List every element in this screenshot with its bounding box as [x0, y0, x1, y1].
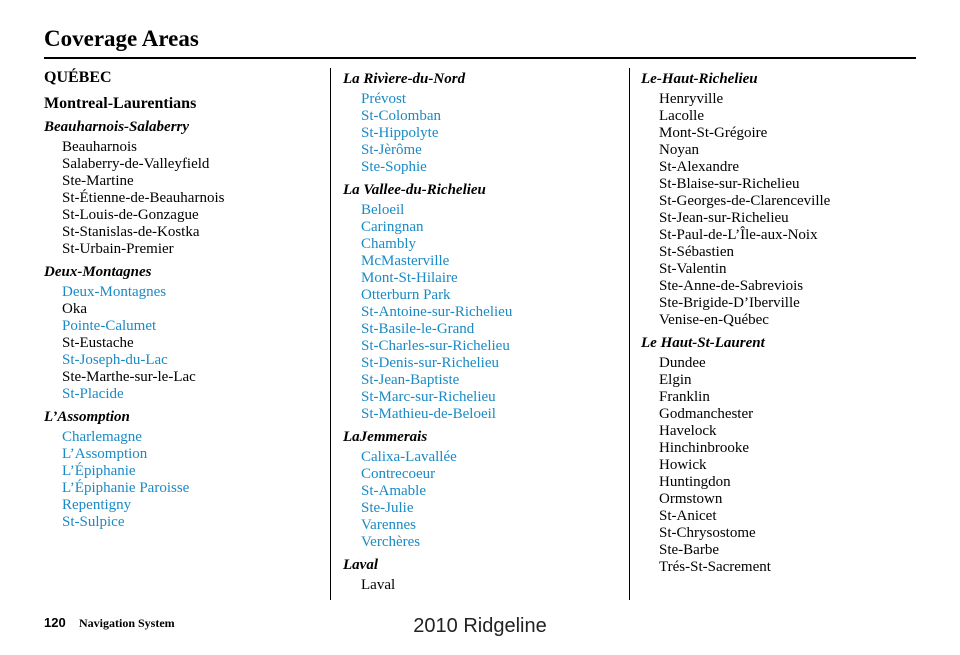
city-link[interactable]: St-Colomban — [361, 108, 442, 124]
city-link[interactable]: St-Sulpice — [62, 514, 125, 530]
city-link[interactable]: Repentigny — [62, 497, 132, 513]
area-group — [343, 556, 623, 594]
city-item: Trés-St-Sacrement — [659, 559, 771, 575]
city-link[interactable]: St-Joseph-du-Lac — [62, 352, 168, 368]
area-heading: LaJemmerais — [343, 429, 428, 445]
province-heading: QUÉBEC — [44, 69, 112, 86]
column-1 — [44, 68, 324, 536]
city-item: St-Louis-de-Gonzague — [62, 207, 199, 223]
area-group — [343, 70, 623, 176]
city-link[interactable]: St-Charles-sur-Richelieu — [361, 338, 510, 354]
city-item: Ste-Anne-de-Sabreviois — [659, 278, 804, 294]
city-link[interactable]: L’Assomption — [62, 446, 148, 462]
city-item: Ste-Marthe-sur-le-Lac — [62, 369, 196, 385]
city-link[interactable]: Chambly — [361, 236, 416, 252]
area-heading: Le-Haut-Richelieu — [641, 71, 758, 87]
city-link[interactable]: Beloeil — [361, 202, 405, 218]
area-list — [343, 70, 623, 594]
city-item: St-Valentin — [659, 261, 727, 277]
page-number: 120 — [44, 615, 66, 630]
city-link[interactable]: St-Hippolyte — [361, 125, 439, 141]
column-divider — [330, 68, 331, 600]
title-divider — [44, 57, 916, 59]
area-heading: Laval — [343, 557, 378, 573]
area-heading: La Rivìere-du-Nord — [343, 71, 466, 87]
city-link[interactable]: Calixa-Lavallée — [361, 449, 457, 465]
city-item: St-Eustache — [62, 335, 134, 351]
area-list — [44, 118, 324, 531]
area-group — [44, 118, 324, 258]
area-heading: La Vallee-du-Richelieu — [343, 182, 486, 198]
city-link[interactable]: Charlemagne — [62, 429, 142, 445]
area-group — [343, 181, 623, 423]
city-item: Venise-en-Québec — [659, 312, 769, 328]
city-item: Dundee — [659, 355, 706, 371]
area-list — [641, 70, 921, 576]
area-heading: L’Assomption — [44, 409, 130, 425]
footer-label: Navigation System — [79, 616, 175, 630]
city-item: Salaberry-de-Valleyfield — [62, 156, 210, 172]
city-item: Ormstown — [659, 491, 723, 507]
city-item: Franklin — [659, 389, 710, 405]
city-item: Huntingdon — [659, 474, 731, 490]
area-heading: Deux-Montagnes — [44, 264, 152, 280]
city-link[interactable]: St-Jean-Baptiste — [361, 372, 460, 388]
city-item: St-Urbain-Premier — [62, 241, 174, 257]
city-item: Havelock — [659, 423, 717, 439]
city-link[interactable]: St-Amable — [361, 483, 426, 499]
watermark: 2010 Ridgeline — [413, 615, 547, 637]
city-item: Noyan — [659, 142, 699, 158]
city-item: St-Sébastien — [659, 244, 734, 260]
city-item: Oka — [62, 301, 87, 317]
city-link[interactable]: Deux-Montagnes — [62, 284, 167, 300]
city-item: St-Stanislas-de-Kostka — [62, 224, 200, 240]
column-divider — [629, 68, 630, 600]
city-item: Howick — [659, 457, 707, 473]
city-item: St-Paul-de-L’Île-aux-Noix — [659, 227, 818, 243]
city-item: St-Alexandre — [659, 159, 739, 175]
city-item: Godmanchester — [659, 406, 754, 422]
city-item: Henryville — [659, 91, 724, 107]
area-group — [641, 334, 921, 576]
city-link[interactable]: St-Denis-sur-Richelieu — [361, 355, 500, 371]
city-link[interactable]: St-Mathieu-de-Beloeil — [361, 406, 496, 422]
city-link[interactable]: St-Jèrôme — [361, 142, 422, 158]
city-link[interactable]: Prévost — [361, 91, 406, 107]
city-link[interactable]: Caringnan — [361, 219, 424, 235]
city-link[interactable]: Contrecoeur — [361, 466, 436, 482]
city-link[interactable]: McMasterville — [361, 253, 450, 269]
city-item: St-Anicet — [659, 508, 717, 524]
city-item: St-Georges-de-Clarenceville — [659, 193, 831, 209]
city-link[interactable]: Mont-St-Hilaire — [361, 270, 458, 286]
city-item: Ste-Brigide-D’Iberville — [659, 295, 800, 311]
city-item: St-Étienne-de-Beauharnois — [62, 190, 225, 206]
city-link[interactable]: L’Épiphanie — [62, 463, 136, 479]
region-heading: Montreal-Laurentians — [44, 95, 197, 112]
city-link[interactable]: St-Antoine-sur-Richelieu — [361, 304, 513, 320]
area-group — [44, 408, 324, 531]
city-item: St-Jean-sur-Richelieu — [659, 210, 789, 226]
city-link[interactable]: Pointe-Calumet — [62, 318, 157, 334]
city-link[interactable]: Ste-Sophie — [361, 159, 427, 175]
city-link[interactable]: St-Marc-sur-Richelieu — [361, 389, 496, 405]
area-heading: Beauharnois-Salaberry — [44, 119, 190, 135]
city-item: Hinchinbrooke — [659, 440, 749, 456]
city-item: Mont-St-Grégoire — [659, 125, 768, 141]
city-link[interactable]: St-Basile-le-Grand — [361, 321, 475, 337]
column-2 — [343, 68, 623, 599]
city-item: Laval — [361, 577, 396, 593]
city-item: Lacolle — [659, 108, 704, 124]
city-item: St-Chrysostome — [659, 525, 756, 541]
column-3 — [641, 68, 921, 581]
city-link[interactable]: St-Placide — [62, 386, 124, 402]
city-link[interactable]: Ste-Julie — [361, 500, 414, 516]
area-group — [343, 428, 623, 551]
city-link[interactable]: Otterburn Park — [361, 287, 451, 303]
city-item: Ste-Barbe — [659, 542, 719, 558]
city-item: Elgin — [659, 372, 692, 388]
city-link[interactable]: L’Épiphanie Paroisse — [62, 480, 190, 496]
area-group — [641, 70, 921, 329]
area-heading: Le Haut-St-Laurent — [641, 335, 765, 351]
page-title: Coverage Areas — [44, 26, 199, 51]
area-group — [44, 263, 324, 403]
city-item: Ste-Martine — [62, 173, 134, 189]
city-link[interactable]: Verchères — [361, 534, 421, 550]
city-item: Beauharnois — [62, 139, 137, 155]
city-item: St-Blaise-sur-Richelieu — [659, 176, 800, 192]
city-link[interactable]: Varennes — [361, 517, 416, 533]
